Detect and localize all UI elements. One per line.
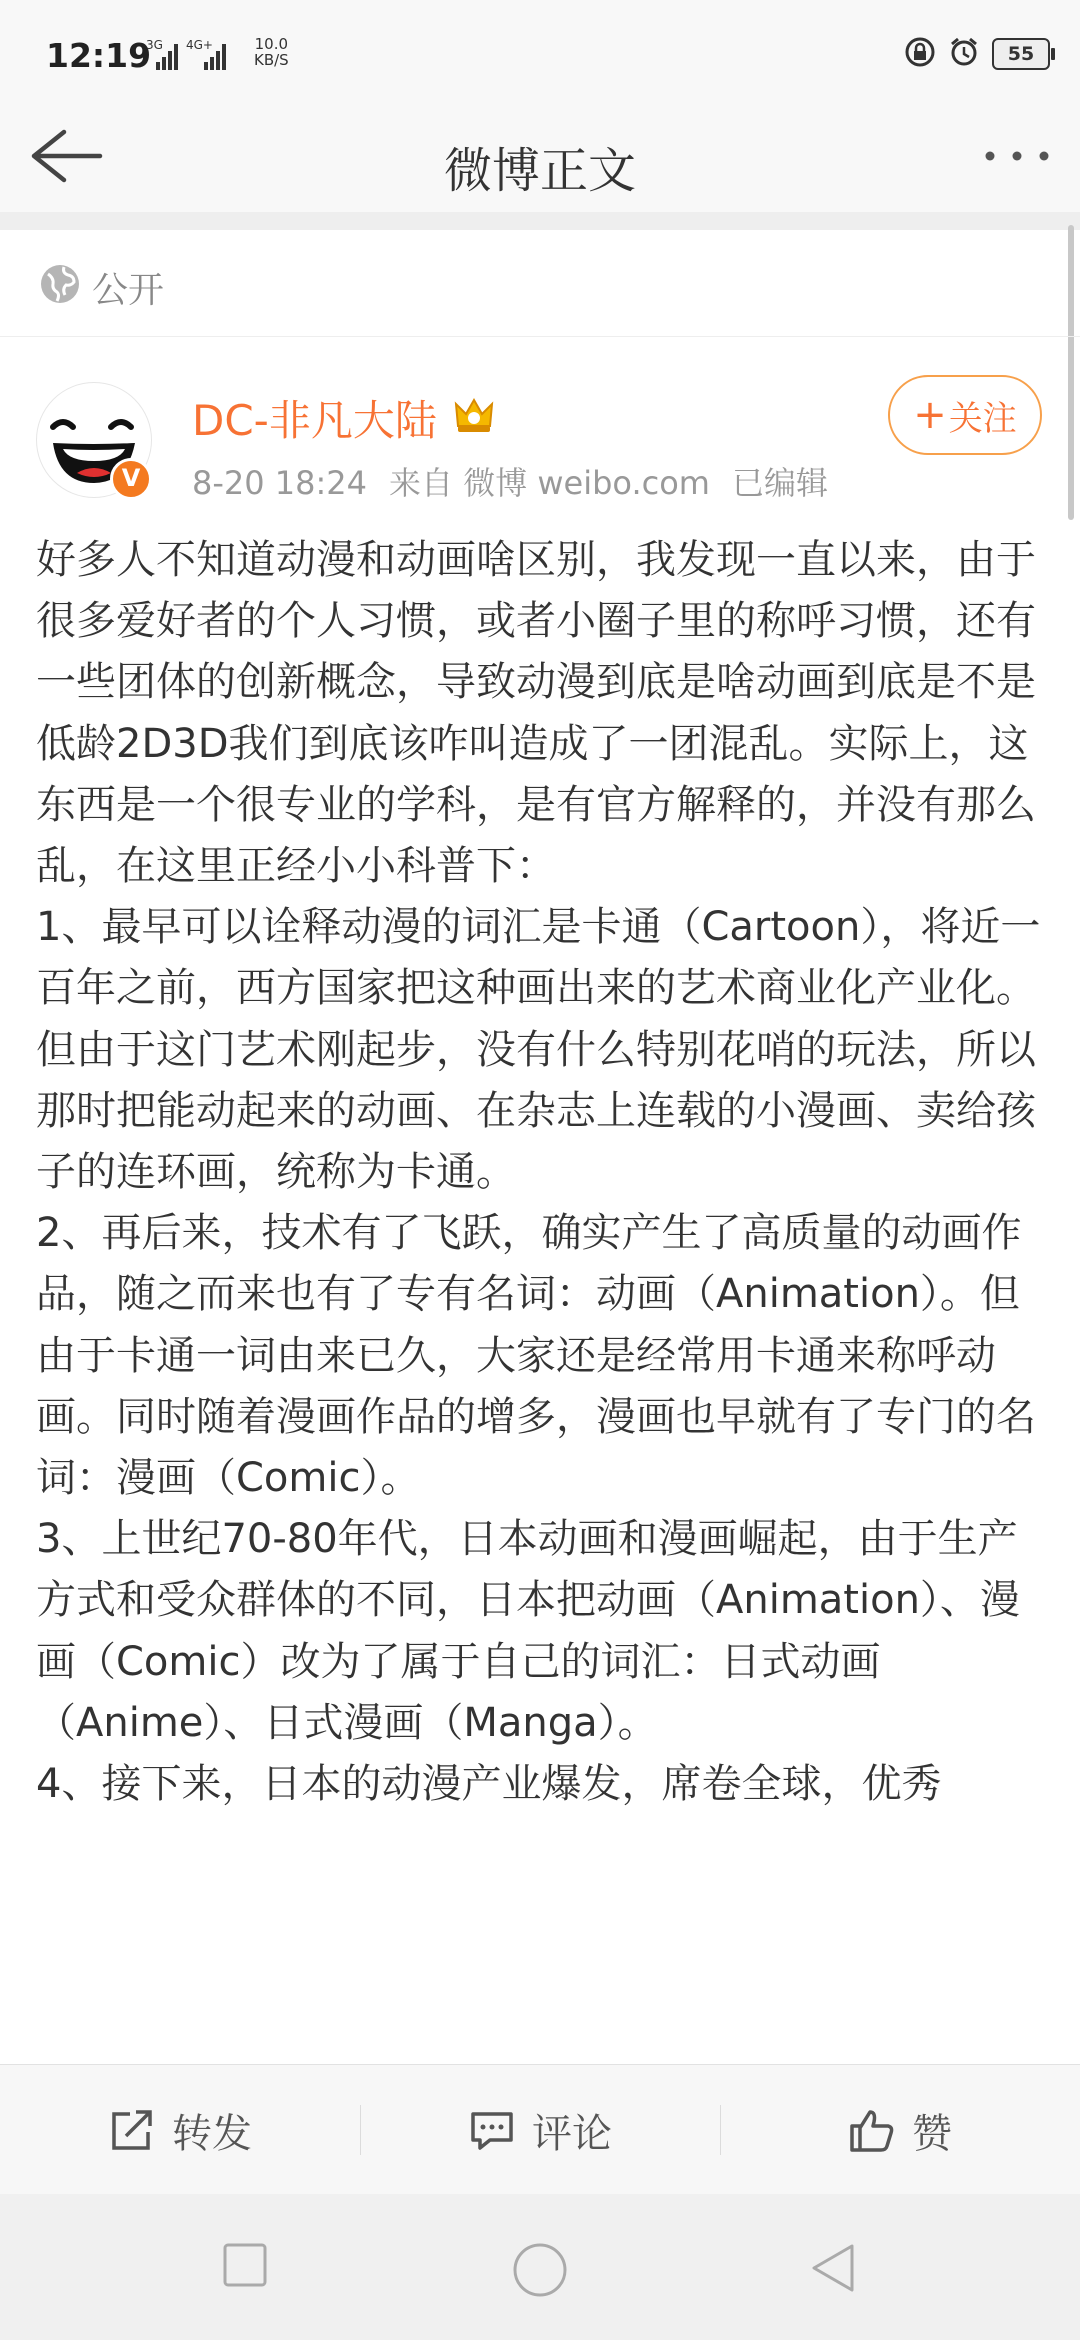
privacy-label: 公开 [92, 270, 165, 311]
post-paragraph: 好多人不知道动漫和动画啥区别，我发现一直以来，由于很多爱好者的个人习惯，或者小圈子里的称呼习惯，还有一些团体的创新概念，导致动漫到底是啥动画到底是不是低龄2D3D我们到底该咋叫造成了一团混乱。实际上，这东西是一个很专业的学科，是有官方解释的，并没有那么乱，在这里正经小小科普下： [36, 537, 1036, 890]
edited-label: 已编辑 [731, 464, 828, 502]
repost-icon [108, 2106, 156, 2154]
comment-icon [468, 2106, 516, 2154]
comment-button[interactable] [360, 2065, 720, 2195]
status-time: 12:19 [46, 36, 152, 75]
post-source: 来自 微博 weibo.com [389, 464, 710, 502]
battery-icon: 55 [992, 38, 1050, 70]
post-paragraph: 3、上世纪70-80年代，日本动画和漫画崛起，由于生产方式和受众群体的不同，日本把动画（Animation）、漫画（Comic）改为了属于自己的词汇：日式动画（Anime）、日式漫画（Manga）。 [36, 1516, 1020, 1746]
repost-label: 转发 [172, 2110, 252, 2157]
follow-label: 关注 [948, 398, 1017, 439]
status-icons [904, 32, 1050, 76]
post-paragraph: 1、最早可以诠释动漫的词汇是卡通（Cartoon），将近一百年之前，西方国家把这种画出来的艺术商业化产业化。但由于这门艺术刚起步，没有什么特别花哨的玩法，所以那时把能动起来的动画、在杂志上连载的小漫画、卖给孩子的连环画，统称为卡通。 [36, 904, 1041, 1196]
post-meta [192, 458, 850, 504]
page-title: 微博正文 [443, 143, 636, 199]
repost-button[interactable] [0, 2065, 360, 2195]
more-options-button[interactable] [980, 128, 1054, 184]
action-bar [0, 2064, 1080, 2195]
circle-icon [512, 2242, 568, 2298]
network-tag-4g: 4G+ [186, 38, 213, 52]
post-paragraph: 2、再后来，技术有了飞跃，确实产生了高质量的动画作品，随之而来也有了专有名词：动画（Animation）。但由于卡通一词由来已久，大家还是经常用卡通来称呼动画。同时随着漫画作品的增多，漫画也早就有了专门的名词：漫画（Comic）。 [36, 1210, 1036, 1502]
system-nav-bar [0, 2194, 1080, 2340]
thumbs-up-icon [848, 2106, 896, 2154]
post-time: 8-20 18:24 [192, 464, 368, 502]
privacy-row [0, 230, 1080, 337]
like-label: 赞 [912, 2110, 952, 2157]
post-content [36, 530, 1046, 2060]
triangle-back-icon [810, 2242, 856, 2294]
network-speed: 10.0 KB/S [254, 35, 289, 69]
follow-button[interactable] [888, 375, 1042, 455]
divider [0, 212, 1080, 230]
verified-badge: V [110, 458, 152, 500]
plus-icon: + [913, 392, 947, 438]
comment-label: 评论 [532, 2110, 612, 2157]
signal-icon [146, 38, 250, 76]
globe-icon [38, 262, 82, 310]
home-button[interactable] [512, 2242, 568, 2302]
crown-icon [452, 392, 496, 440]
network-tag-3g: 3G [146, 38, 163, 52]
back-nav-button[interactable] [810, 2242, 856, 2298]
more-dots-icon [980, 128, 1054, 184]
post-paragraph: 4、接下来，日本的动漫产业爆发，席卷全球，优秀 [36, 1761, 942, 1808]
status-bar [0, 0, 1080, 100]
lock-rotation-icon [904, 36, 936, 72]
like-button[interactable] [720, 2065, 1080, 2195]
author-name[interactable]: DC-非凡大陆 [192, 396, 437, 445]
recent-apps-button[interactable] [222, 2242, 268, 2292]
alarm-icon [948, 36, 980, 72]
top-nav-bar [0, 100, 1080, 212]
square-icon [222, 2242, 268, 2288]
